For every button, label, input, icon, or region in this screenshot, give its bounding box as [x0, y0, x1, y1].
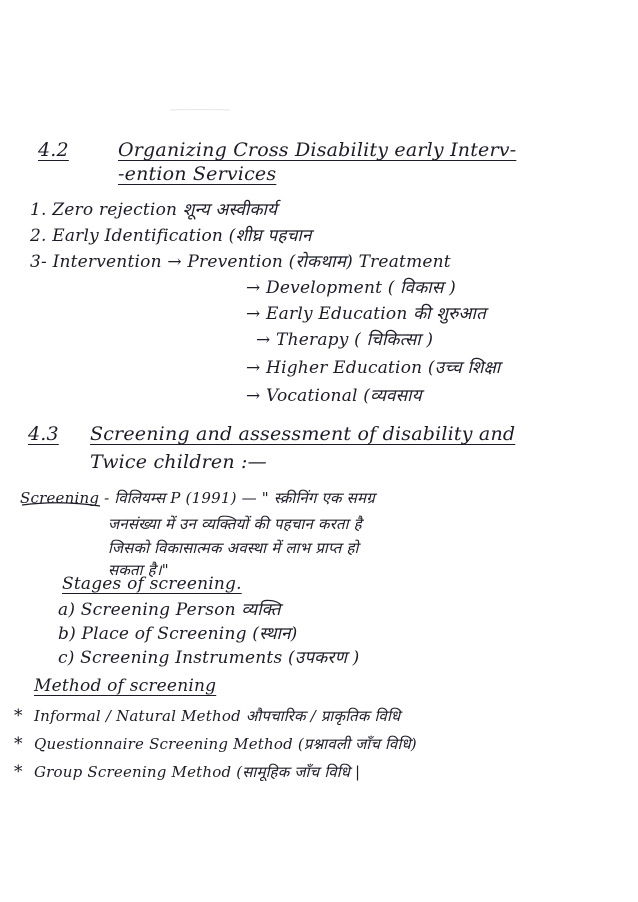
intervention-development: → Development ( विकास )	[246, 278, 456, 298]
method-bullet-3: *	[14, 762, 23, 782]
section-number-4-3: 4.3	[28, 423, 59, 445]
screening-definition-line3: जिसको विकासात्मक अवस्था में लाभ प्राप्त हो	[108, 539, 359, 557]
item-early-identification: 2. Early Identification (शीघ्र पहचान	[30, 226, 312, 246]
item-intervention: 3- Intervention → Prevention (रोकथाम) Treatment	[30, 252, 451, 272]
screening-definition-line1: Screening - विलियम्स P (1991) — " स्क्रीनिंग एक समग्र	[20, 489, 375, 507]
stage-person: a) Screening Person व्यक्ति	[58, 600, 281, 620]
method-informal-natural: Informal / Natural Method औपचारिक / प्राकृतिक विधि	[34, 707, 401, 725]
method-group: Group Screening Method (सामूहिक जाँच विधि |	[34, 763, 361, 781]
screening-definition-line2: जनसंख्या में उन व्यक्तियों की पहचान करता है	[108, 515, 362, 533]
section-4-2-title-line2: -ention Services	[118, 163, 277, 185]
intervention-early-education: → Early Education की शुरुआत	[246, 304, 486, 324]
section-number-4-2: 4.2	[38, 139, 69, 161]
method-bullet-2: *	[14, 734, 23, 754]
screening-definition-line4: सकता है।"	[108, 561, 169, 579]
intervention-vocational: → Vocational (व्यवसाय	[246, 386, 422, 406]
method-bullet-1: *	[14, 706, 23, 726]
section-4-3-title-line2: Twice children :—	[90, 451, 267, 473]
method-questionnaire: Questionnaire Screening Method (प्रश्नावली जाँच विधि)	[34, 735, 417, 753]
intervention-therapy: → Therapy ( चिकित्सा )	[256, 330, 434, 350]
item-zero-rejection: 1. Zero rejection शून्य अस्वीकार्य	[30, 200, 278, 220]
intervention-higher-education: → Higher Education (उच्च शिक्षा	[246, 358, 501, 378]
stages-heading: Stages of screening.	[62, 574, 242, 594]
stage-place: b) Place of Screening (स्थान)	[58, 624, 298, 644]
section-4-2-title-line1: Organizing Cross Disability early Interv-	[118, 139, 517, 161]
section-4-3-title-line1: Screening and assessment of disability and	[90, 423, 516, 445]
method-heading: Method of screening	[34, 676, 217, 696]
stage-instruments: c) Screening Instruments (उपकरण )	[58, 648, 360, 668]
